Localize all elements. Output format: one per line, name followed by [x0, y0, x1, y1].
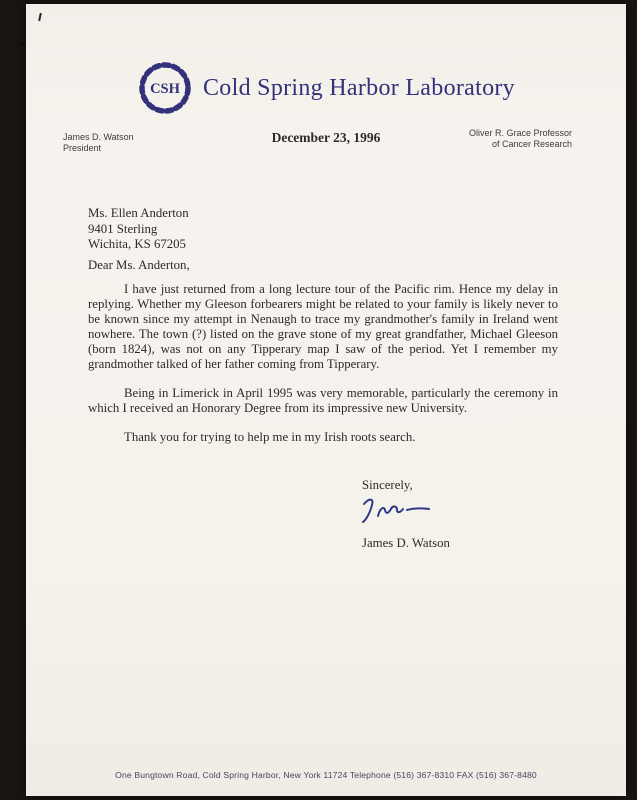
signature-typed-name: James D. Watson	[362, 536, 450, 550]
salutation: Dear Ms. Anderton,	[88, 258, 190, 272]
recipient-name: Ms. Ellen Anderton	[88, 206, 189, 220]
paragraph-2: Being in Limerick in April 1995 was very memorable, particularly the ceremony in which I received an Honorary Degree from its impressive new University.	[88, 386, 558, 415]
recipient-address	[88, 206, 189, 253]
professorship-line1: Oliver R. Grace Professor	[468, 128, 572, 138]
letterhead-info-row	[26, 126, 626, 160]
paragraph-3: Thank you for trying to help me in my Irish roots search.	[124, 430, 416, 444]
paragraph-1: I have just returned from a long lecture tour of the Pacific rim. Hence my delay in replying. Whether my Gleeson forbearers might be related to your family is likely never to be known since my attempt in Nenaugh to trace my grandmother's family in Ireland went nowhere. The town (?) listed on the grave stone of my great grandfather, Michael Gleeson (born 1824), was not on any Tipperary map I saw of the period. Yet I remember my grandmother talked of her father coming from Tipperary.	[88, 282, 558, 371]
recipient-city: Wichita, KS 67205	[88, 237, 186, 251]
letterhead	[26, 60, 626, 116]
professorship-line2: of Cancer Research	[491, 139, 572, 149]
logo-text: CSH	[150, 81, 180, 97]
sender-name: James D. Watson	[63, 132, 134, 142]
closing: Sincerely,	[362, 478, 413, 492]
csh-chain-logo-icon	[137, 60, 193, 116]
letter-date: December 23, 1996	[271, 130, 381, 145]
handwritten-signature	[356, 496, 434, 530]
recipient-street: 9401 Sterling	[88, 221, 158, 236]
letter-body	[88, 282, 558, 459]
professorship-block	[469, 128, 572, 150]
letter-page	[26, 4, 626, 796]
footer-address-line: One Bungtown Road, Cold Spring Harbor, New York 11724 Telephone (516) 367-8310 FAX (516) 367-8480	[115, 770, 537, 780]
scan-mark	[21, 42, 24, 45]
sender-title: President	[63, 143, 102, 153]
organization-name: Cold Spring Harbor Laboratory	[203, 74, 515, 101]
scan-mark	[38, 13, 42, 21]
